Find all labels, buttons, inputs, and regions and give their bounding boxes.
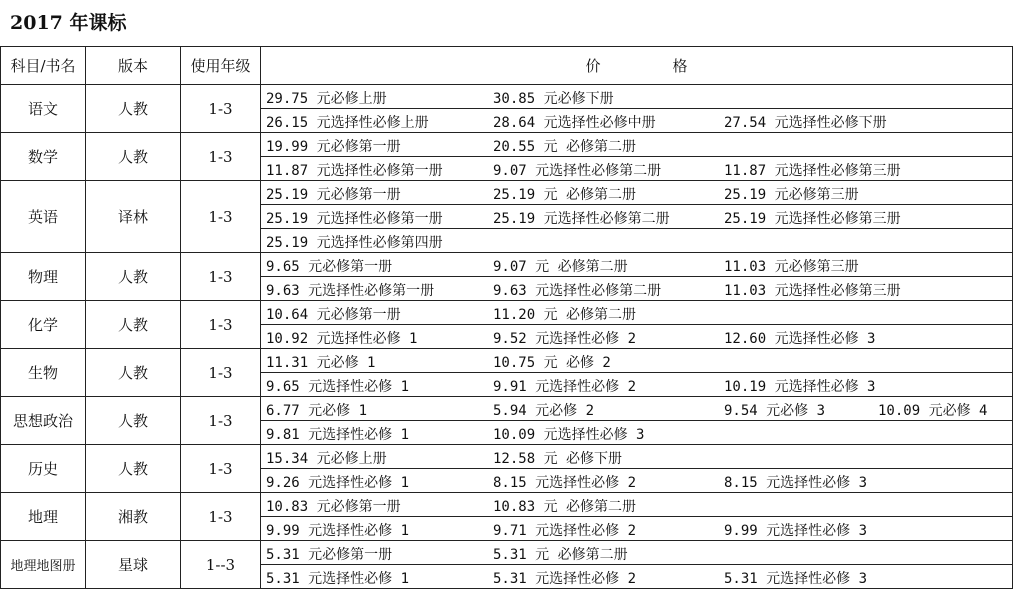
subject-cell: 地理 <box>1 493 86 541</box>
edition-cell: 译林 <box>86 181 181 253</box>
edition-cell: 人教 <box>86 445 181 493</box>
subject-cell: 历史 <box>1 445 86 493</box>
price-item: 26.15 元选择性必修上册 <box>266 115 429 131</box>
price-item: 11.31 元必修 1 <box>266 355 376 371</box>
edition-cell: 人教 <box>86 85 181 133</box>
table-row <box>1 253 1013 277</box>
price-cell <box>261 85 1013 109</box>
price-cell <box>261 325 1013 349</box>
price-item: 25.19 元选择性必修第三册 <box>724 211 901 227</box>
price-item: 9.65 元必修第一册 <box>266 259 393 275</box>
price-item: 5.31 元选择性必修 2 <box>493 571 637 587</box>
price-item: 9.07 元选择性必修第二册 <box>493 163 662 179</box>
price-item: 10.09 元必修 4 <box>878 403 988 419</box>
price-cell <box>261 541 1013 565</box>
grade-cell: 1-3 <box>181 445 261 493</box>
price-item: 10.09 元选择性必修 3 <box>493 427 645 443</box>
price-item: 11.03 元选择性必修第三册 <box>724 283 901 299</box>
price-item: 20.55 元 必修第二册 <box>493 139 637 155</box>
price-item: 15.34 元必修上册 <box>266 451 387 467</box>
price-item: 9.63 元选择性必修第二册 <box>493 283 662 299</box>
table-row <box>1 493 1013 517</box>
price-cell <box>261 277 1013 301</box>
price-item: 9.63 元选择性必修第一册 <box>266 283 435 299</box>
subject-cell: 地理地图册 <box>1 541 86 589</box>
price-item: 12.60 元选择性必修 3 <box>724 331 876 347</box>
subject-cell: 生物 <box>1 349 86 397</box>
price-cell <box>261 469 1013 493</box>
price-item: 10.75 元 必修 2 <box>493 355 611 371</box>
price-cell <box>261 181 1013 205</box>
price-item: 25.19 元选择性必修第二册 <box>493 211 670 227</box>
price-item: 27.54 元选择性必修下册 <box>724 115 887 131</box>
price-cell <box>261 301 1013 325</box>
price-item: 9.65 元选择性必修 1 <box>266 379 410 395</box>
table-row <box>1 133 1013 157</box>
price-item: 10.83 元必修第一册 <box>266 499 401 515</box>
price-item: 30.85 元必修下册 <box>493 91 614 107</box>
price-item: 9.07 元 必修第二册 <box>493 259 628 275</box>
price-item: 9.52 元选择性必修 2 <box>493 331 637 347</box>
price-item: 29.75 元必修上册 <box>266 91 387 107</box>
price-cell <box>261 517 1013 541</box>
grade-cell: 1--3 <box>181 541 261 589</box>
price-item: 9.91 元选择性必修 2 <box>493 379 637 395</box>
grade-cell: 1-3 <box>181 349 261 397</box>
price-item: 11.87 元选择性必修第三册 <box>724 163 901 179</box>
price-cell <box>261 229 1013 253</box>
edition-cell: 人教 <box>86 349 181 397</box>
price-item: 11.20 元 必修第二册 <box>493 307 637 323</box>
price-item: 25.19 元必修第一册 <box>266 187 401 203</box>
subject-cell: 化学 <box>1 301 86 349</box>
price-item: 9.26 元选择性必修 1 <box>266 475 410 491</box>
subject-cell: 语文 <box>1 85 86 133</box>
header-row <box>1 47 1013 85</box>
header-price <box>261 47 1013 85</box>
subject-cell: 数学 <box>1 133 86 181</box>
price-item: 25.19 元选择性必修第一册 <box>266 211 443 227</box>
grade-cell: 1-3 <box>181 181 261 253</box>
header-grade: 使用年级 <box>181 47 261 85</box>
edition-cell: 人教 <box>86 133 181 181</box>
edition-cell: 湘教 <box>86 493 181 541</box>
grade-cell: 1-3 <box>181 253 261 301</box>
edition-cell: 人教 <box>86 253 181 301</box>
table-row <box>1 397 1013 421</box>
price-item: 9.71 元选择性必修 2 <box>493 523 637 539</box>
grade-cell: 1-3 <box>181 85 261 133</box>
table-row <box>1 301 1013 325</box>
price-item: 10.83 元 必修第二册 <box>493 499 637 515</box>
price-item: 6.77 元必修 1 <box>266 403 368 419</box>
edition-cell: 人教 <box>86 301 181 349</box>
price-item: 25.19 元必修第三册 <box>724 187 859 203</box>
header-subject: 科目/书名 <box>1 47 86 85</box>
price-item: 10.19 元选择性必修 3 <box>724 379 876 395</box>
price-item: 11.03 元必修第三册 <box>724 259 859 275</box>
table-row <box>1 445 1013 469</box>
price-item: 28.64 元选择性必修中册 <box>493 115 656 131</box>
header-price-char-2: 格 <box>672 57 688 75</box>
grade-cell: 1-3 <box>181 133 261 181</box>
table-row <box>1 85 1013 109</box>
grade-cell: 1-3 <box>181 397 261 445</box>
table-row <box>1 541 1013 565</box>
price-cell <box>261 397 1013 421</box>
price-item: 10.64 元必修第一册 <box>266 307 401 323</box>
price-item: 10.92 元选择性必修 1 <box>266 331 418 347</box>
price-item: 5.31 元选择性必修 1 <box>266 571 410 587</box>
price-cell <box>261 109 1013 133</box>
edition-cell: 人教 <box>86 397 181 445</box>
table-row <box>1 349 1013 373</box>
subject-cell: 物理 <box>1 253 86 301</box>
subject-cell: 英语 <box>1 181 86 253</box>
edition-cell: 星球 <box>86 541 181 589</box>
price-item: 12.58 元 必修下册 <box>493 451 623 467</box>
grade-cell: 1-3 <box>181 493 261 541</box>
page-title: 2017 年课标 <box>10 12 127 34</box>
price-cell <box>261 565 1013 589</box>
price-cell <box>261 493 1013 517</box>
price-cell <box>261 349 1013 373</box>
table-row <box>1 181 1013 205</box>
price-item: 5.31 元 必修第二册 <box>493 547 628 563</box>
price-item: 8.15 元选择性必修 3 <box>724 475 868 491</box>
price-item: 11.87 元选择性必修第一册 <box>266 163 443 179</box>
subject-cell: 思想政治 <box>1 397 86 445</box>
price-cell <box>261 445 1013 469</box>
price-table <box>0 46 1013 589</box>
price-cell <box>261 421 1013 445</box>
price-item: 5.94 元必修 2 <box>493 403 595 419</box>
grade-cell: 1-3 <box>181 301 261 349</box>
price-cell <box>261 205 1013 229</box>
price-item: 9.54 元必修 3 <box>724 403 826 419</box>
price-item: 25.19 元选择性必修第四册 <box>266 235 443 251</box>
price-cell <box>261 157 1013 181</box>
price-item: 5.31 元必修第一册 <box>266 547 393 563</box>
header-edition: 版本 <box>86 47 181 85</box>
price-cell <box>261 253 1013 277</box>
price-item: 9.99 元选择性必修 3 <box>724 523 868 539</box>
price-item: 25.19 元 必修第二册 <box>493 187 637 203</box>
price-cell <box>261 133 1013 157</box>
header-price-char-1: 价 <box>585 57 601 75</box>
price-cell <box>261 373 1013 397</box>
price-item: 8.15 元选择性必修 2 <box>493 475 637 491</box>
price-item: 9.81 元选择性必修 1 <box>266 427 410 443</box>
price-item: 19.99 元必修第一册 <box>266 139 401 155</box>
price-item: 5.31 元选择性必修 3 <box>724 571 868 587</box>
price-item: 9.99 元选择性必修 1 <box>266 523 410 539</box>
